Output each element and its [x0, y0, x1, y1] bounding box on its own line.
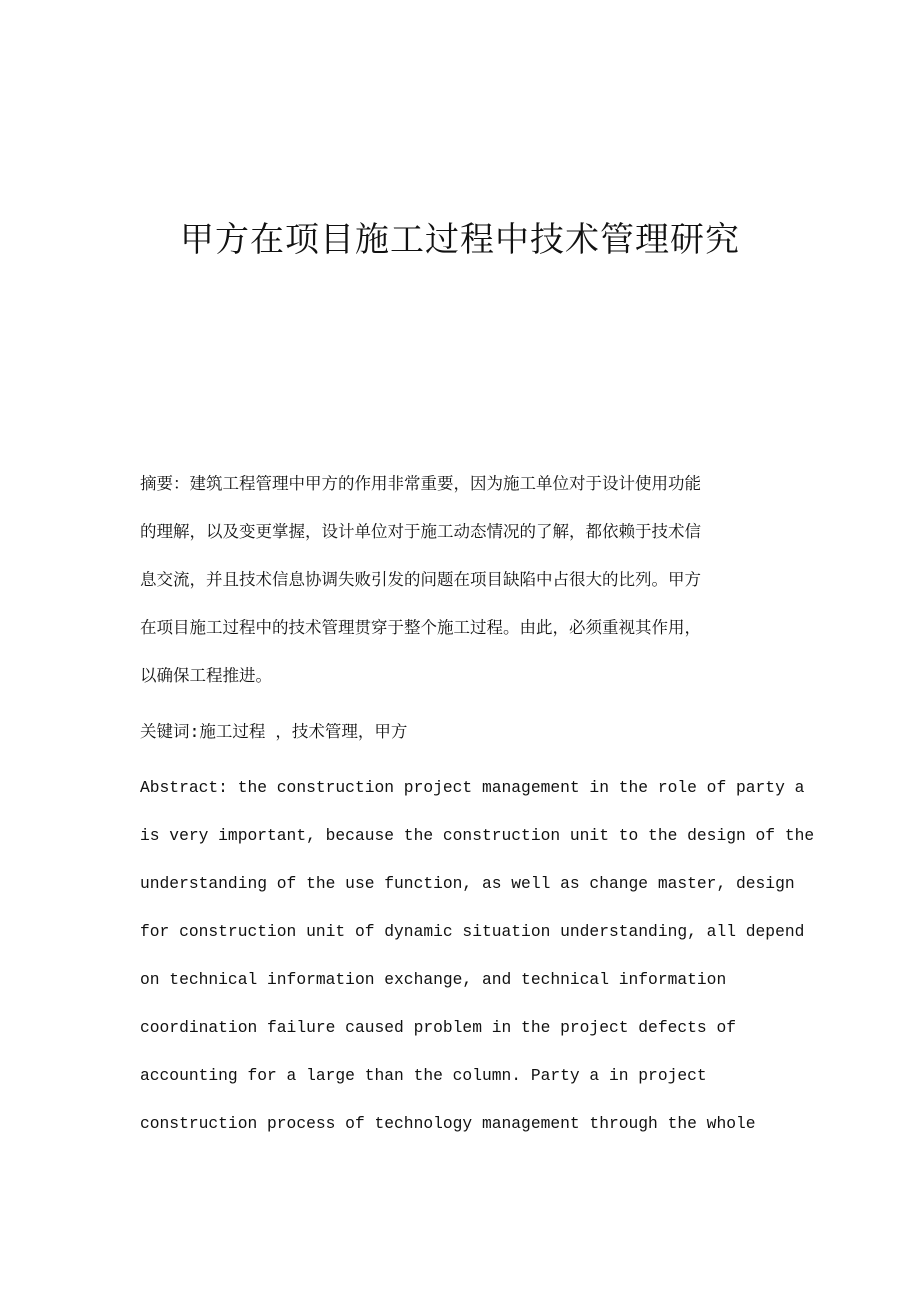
abstract-en-line: is very important, because the construction unit to the design of the: [140, 826, 815, 845]
abstract-cn-line: 的理解，以及变更掌握，设计单位对于施工动态情况的了解，都依赖于技术信: [140, 522, 701, 541]
abstract-en-line: construction process of technology management through the whole: [140, 1114, 756, 1133]
abstract-en-line: accounting for a large than the column. Party a in project: [140, 1066, 707, 1085]
abstract-cn-line: 息交流，并且技术信息协调失败引发的问题在项目缺陷中占很大的比列。甲方: [140, 570, 701, 589]
abstract-cn-line: 摘要：建筑工程管理中甲方的作用非常重要，因为施工单位对于设计使用功能: [140, 474, 701, 493]
abstract-cn-line: 在项目施工过程中的技术管理贯穿于整个施工过程。由此，必须重视其作用，: [140, 618, 701, 637]
abstract-en-line: on technical information exchange, and technical information: [140, 970, 727, 989]
abstract-en-line: Abstract: the construction project management in the role of party a: [140, 778, 805, 797]
abstract-en-line: understanding of the use function, as well as change master, design: [140, 874, 795, 893]
abstract-en-line: for construction unit of dynamic situation understanding, all depend: [140, 922, 805, 941]
abstract-cn-line: 以确保工程推进。: [140, 666, 272, 685]
keywords-line: 关键词:施工过程 ，技术管理，甲方: [140, 722, 408, 741]
document-title: 甲方在项目施工过程中技术管理研究: [180, 220, 740, 260]
abstract-en-line: coordination failure caused problem in the project defects of: [140, 1018, 736, 1037]
